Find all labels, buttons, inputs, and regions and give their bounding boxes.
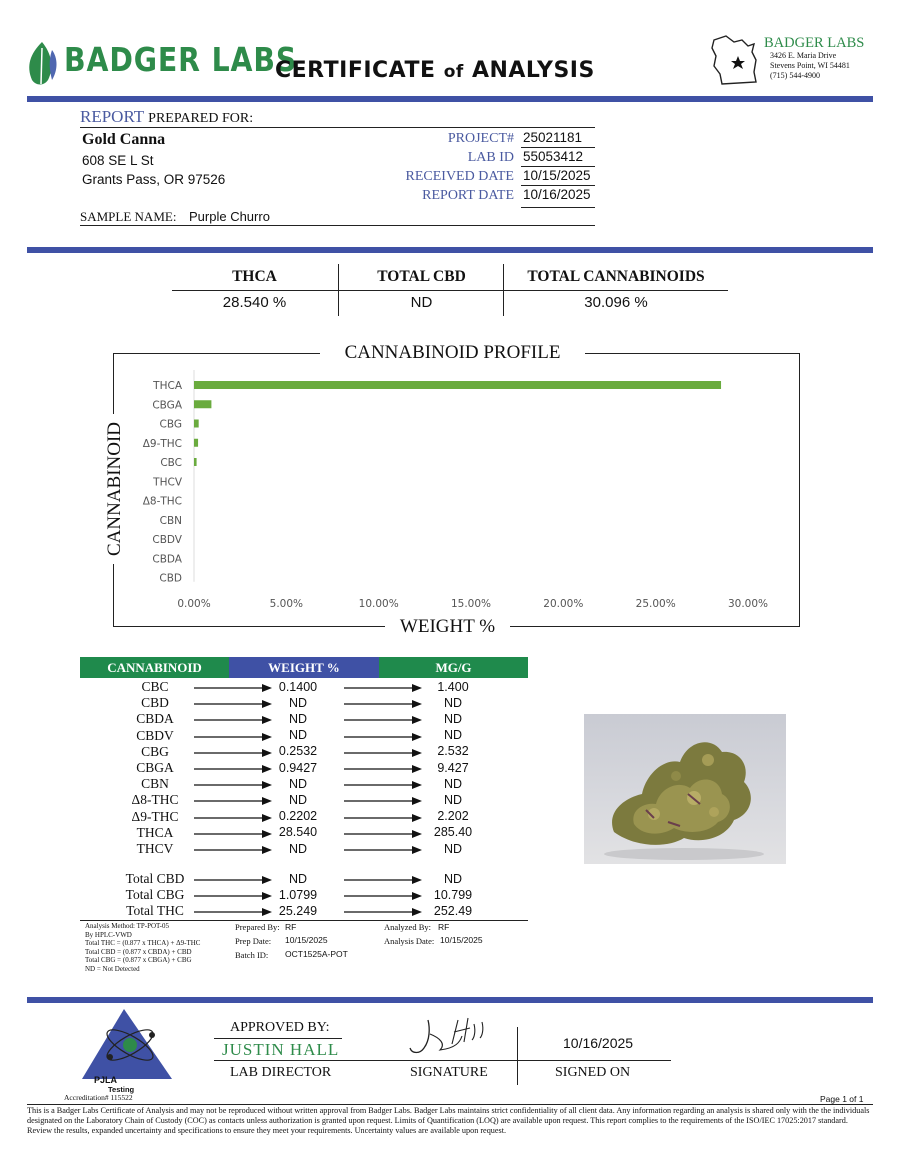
title-of: of — [443, 62, 464, 82]
chart-bar — [194, 381, 721, 389]
batch-value: OCT1525A-POT — [285, 949, 348, 959]
summary-thca-label: THCA — [232, 268, 277, 285]
sample-photo — [584, 714, 786, 864]
analyzed-by-value: RF — [438, 922, 450, 932]
chart-title: CANNABINOID PROFILE — [320, 342, 585, 364]
summary-cbd-label: TOTAL CBD — [377, 268, 466, 285]
summary-thca-value: 28.540 % — [222, 294, 287, 311]
result-mg: 252.49 — [433, 903, 473, 918]
result-weight: 25.249 — [278, 903, 318, 918]
summary-header-rule — [172, 290, 728, 291]
result-name: Total THC — [126, 903, 184, 919]
chart-category-label: THCV — [153, 476, 182, 489]
chart-xlabel: WEIGHT % — [385, 616, 510, 638]
result-name: CBD — [141, 695, 169, 711]
result-weight: 0.9427 — [278, 760, 318, 775]
result-mg: ND — [443, 792, 463, 807]
method-line: Analysis Method: TP-POT-05 — [85, 922, 170, 930]
client-address1: 608 SE L St — [82, 153, 154, 168]
results-header-weight: WEIGHT % — [229, 657, 379, 678]
logo-text: BADGER LABS — [64, 40, 298, 79]
lab-address-line2: Stevens Point, WI 54481 — [770, 61, 850, 70]
result-mg: ND — [443, 776, 463, 791]
results-header-mg: MG/G — [379, 657, 528, 678]
cannabinoid-bar-chart — [116, 360, 796, 620]
received-underline — [521, 185, 595, 186]
result-mg: 1.400 — [437, 679, 469, 694]
approved-by-label: APPROVED BY: — [230, 1020, 330, 1035]
result-mg: 9.427 — [437, 760, 469, 775]
method-notes — [85, 922, 235, 973]
result-mg: 2.202 — [437, 809, 469, 824]
results-header-cannabinoid: CANNABINOID — [80, 657, 229, 678]
header-divider — [27, 96, 873, 102]
result-weight: 0.2532 — [278, 744, 318, 759]
chart-category-label: CBDV — [152, 534, 182, 546]
labid-label: LAB ID — [467, 150, 514, 165]
result-mg: 2.532 — [437, 744, 469, 759]
result-name: CBG — [141, 743, 169, 759]
pjla-text: PJLA — [94, 1075, 118, 1085]
disclaimer: This is a Badger Labs Certificate of Analysis and may not be reproduced without written approval from Badger Labs. Badger Labs maintains strict confidentiality of all client data. Any information regarding an analysis is shared only with the the individuals designated on the Laboratory Chain of Custody (COC) as contacts unless authorization is granted upon request. Limits of Quantification (LOQ) are available upon request. This report complies to the requirements of the ISO/IEC 17025:2017 standard. Review the results, expanded uncertainty and specifications to ensure they meet your requirements. Uncertainty values are available upon request. — [27, 1106, 870, 1135]
report-word: REPORT — [80, 107, 145, 126]
result-weight: ND — [288, 728, 308, 743]
document-title — [275, 58, 595, 83]
report-divider — [27, 247, 873, 253]
result-weight: ND — [288, 711, 308, 726]
chart-category-label: CBGA — [152, 399, 182, 412]
result-name: Total CBG — [125, 887, 185, 903]
analysis-date-value: 10/15/2025 — [440, 935, 483, 945]
result-name: Total CBD — [125, 871, 185, 886]
chart-category-label: Δ8-THC — [142, 495, 182, 508]
director-title: LAB DIRECTOR — [230, 1065, 332, 1080]
lab-name: BADGER LABS — [764, 35, 865, 51]
director-name: JUSTIN HALL — [222, 1040, 340, 1059]
pjla-accreditation-icon — [76, 1007, 186, 1083]
result-name: THCV — [136, 841, 174, 856]
chart-category-label: CBD — [159, 572, 182, 585]
page-number: Page 1 of 1 — [820, 1094, 864, 1104]
lab-address-line1: 3426 E. Maria Drive — [770, 51, 837, 60]
signed-on-label: SIGNED ON — [555, 1065, 631, 1080]
pjla-testing: Testing — [108, 1085, 135, 1094]
received-label: RECEIVED DATE — [405, 169, 514, 184]
batch-label: Batch ID: — [235, 950, 269, 960]
summary-total-value: 30.096 % — [584, 294, 648, 311]
reportdate-label: REPORT DATE — [422, 188, 514, 203]
chart-x-tick: 0.00% — [177, 598, 211, 610]
signed-date: 10/16/2025 — [563, 1035, 634, 1051]
method-line: Total CBG = (0.877 x CBGA) + CBG — [85, 956, 192, 964]
pjla-accreditation: Accreditation# 115522 — [64, 1093, 133, 1102]
sample-label: SAMPLE NAME: — [80, 209, 177, 224]
project-label: PROJECT# — [447, 131, 514, 146]
chart-category-label: Δ9-THC — [142, 437, 182, 450]
cannabis-bud-image — [584, 714, 786, 864]
project-value: 25021181 — [523, 130, 583, 145]
chart-x-tick: 5.00% — [269, 598, 304, 610]
result-weight: ND — [288, 776, 308, 791]
project-underline — [521, 147, 595, 148]
chart-x-tick: 10.00% — [358, 598, 399, 610]
sample-name: Purple Churro — [189, 209, 270, 224]
result-weight: 0.1400 — [278, 679, 318, 694]
result-name: Δ8-THC — [131, 792, 179, 808]
chart-x-tick: 15.00% — [450, 598, 492, 610]
result-mg: 10.799 — [433, 887, 473, 902]
title-analysis: ANALYSIS — [471, 58, 595, 83]
prepared-by-label: Prepared By: — [235, 922, 280, 932]
result-weight: ND — [288, 792, 308, 807]
result-weight: ND — [288, 841, 308, 856]
result-name: CBN — [141, 776, 169, 792]
results-divider — [27, 997, 873, 1003]
result-mg: 285.40 — [433, 825, 473, 840]
method-line: Total CBD = (0.877 x CBDA) + CBD — [85, 947, 192, 956]
lab-address-block — [708, 30, 878, 90]
result-mg: ND — [443, 711, 463, 726]
logo — [24, 38, 298, 88]
result-name: CBDV — [136, 727, 174, 743]
sample-underline — [80, 225, 595, 226]
lab-phone: (715) 544-4900 — [770, 71, 820, 80]
result-name: Δ9-THC — [131, 808, 179, 824]
analysis-date-label: Analysis Date: — [384, 936, 435, 946]
client-name: Gold Canna — [82, 131, 166, 148]
result-mg: ND — [443, 841, 463, 856]
method-line: ND = Not Detected — [85, 964, 140, 973]
prepared-by-value: RF — [285, 922, 297, 932]
chart-bar — [194, 458, 197, 466]
signature-image — [400, 1014, 500, 1058]
chart-category-label: CBN — [159, 514, 182, 527]
prep-date-value: 10/15/2025 — [285, 935, 328, 945]
result-name: THCA — [136, 824, 174, 840]
prep-date-label: Prep Date: — [235, 936, 272, 946]
chart-bar — [194, 400, 211, 408]
chart-category-label: CBC — [160, 457, 182, 469]
method-rule — [80, 920, 528, 921]
result-name: CBGA — [136, 760, 174, 775]
result-name: CBC — [141, 679, 169, 694]
footer-rule — [27, 1104, 873, 1105]
prepared-for-underline — [80, 127, 595, 128]
chart-x-tick: 20.00% — [543, 598, 584, 610]
method-line: By HPLC-VWD — [85, 930, 132, 939]
result-weight: ND — [288, 695, 308, 710]
approved-by-underline — [214, 1038, 342, 1039]
chart-category-label: CBG — [159, 418, 182, 431]
report-prepared-for — [80, 107, 253, 127]
labid-underline — [521, 166, 595, 167]
reportdate-underline — [521, 207, 595, 208]
signature-label: SIGNATURE — [410, 1065, 488, 1080]
client-address2: Grants Pass, OR 97526 — [82, 172, 226, 187]
chart-x-tick: 30.00% — [727, 598, 769, 610]
result-weight: 28.540 — [278, 825, 318, 840]
reportdate-value: 10/16/2025 — [523, 187, 591, 202]
result-mg: ND — [443, 728, 463, 743]
chart-category-label: CBDA — [152, 553, 182, 566]
result-weight: ND — [288, 871, 308, 886]
result-weight: 0.2202 — [278, 809, 318, 824]
chart-bar — [194, 439, 198, 447]
result-weight: 1.0799 — [278, 887, 318, 902]
result-name: CBDA — [136, 711, 174, 727]
summary-total-label: TOTAL CANNABINOIDS — [527, 268, 705, 285]
signature-block-rule — [214, 1060, 671, 1061]
prepared-for-label: PREPARED FOR: — [148, 111, 254, 126]
leaf-icon — [24, 40, 60, 88]
title-certificate: CERTIFICATE — [275, 58, 436, 83]
received-value: 10/15/2025 — [523, 168, 591, 183]
chart-x-tick: 25.00% — [635, 598, 676, 610]
chart-ylabel: CANNABINOID — [104, 414, 126, 564]
method-line: Total THC = (0.877 x THCA) + Δ9-THC — [85, 939, 201, 947]
chart-bar — [194, 420, 199, 428]
labid-value: 55053412 — [523, 149, 584, 164]
pjla-logo — [64, 1007, 184, 1103]
result-mg: ND — [443, 871, 463, 886]
chart-category-label: THCA — [153, 380, 182, 392]
wisconsin-map-icon — [708, 30, 766, 88]
result-mg: ND — [443, 695, 463, 710]
analyzed-by-label: Analyzed By: — [384, 922, 431, 932]
summary-cbd-value: ND — [410, 294, 433, 311]
signature-divider — [517, 1027, 518, 1085]
